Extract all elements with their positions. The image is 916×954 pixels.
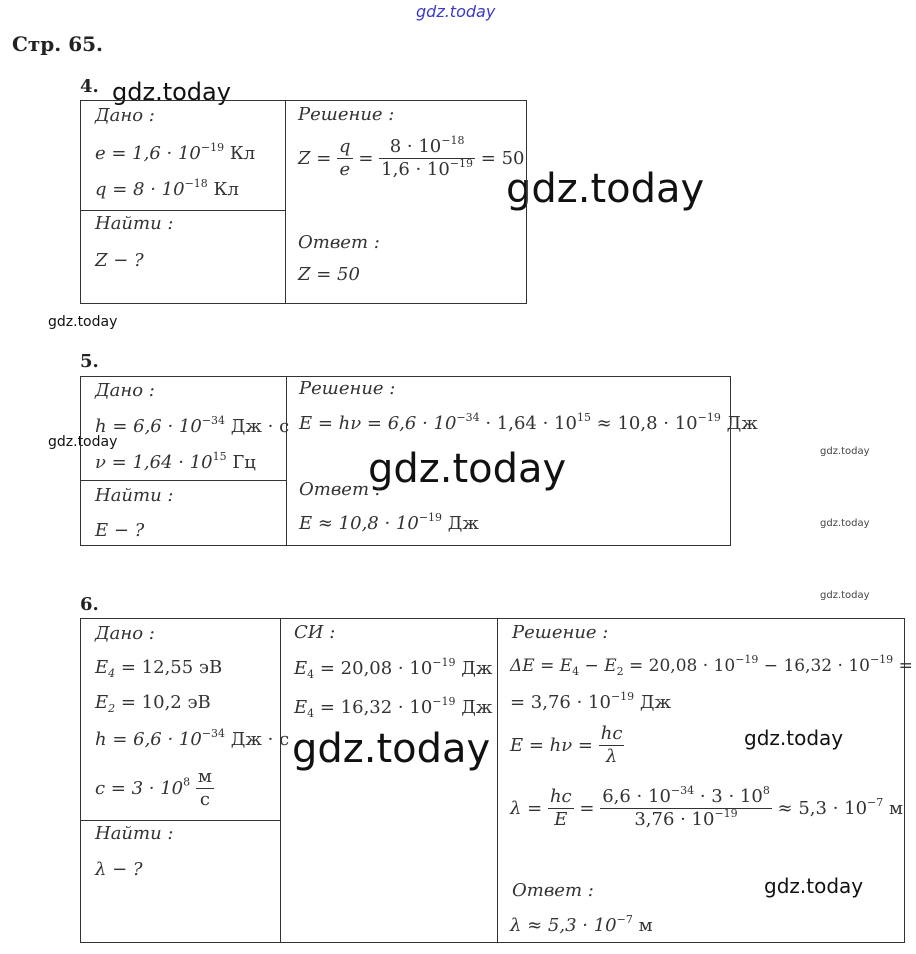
watermark: gdz.today [744, 726, 844, 750]
watermark: gdz.today [48, 314, 118, 330]
solution-line: = $3,76 \cdot 10^{-19}$ Дж [510, 690, 672, 713]
task-number: 6. [80, 594, 99, 615]
find-heading: Найти : [95, 823, 174, 844]
watermark: gdz.today [368, 446, 567, 492]
page-title: Стр. 65. [12, 32, 104, 56]
watermark: gdz.today [820, 590, 870, 601]
watermark: gdz.today [764, 874, 864, 898]
given-line: $E_4 = 12,55$ эВ [95, 657, 223, 680]
solution-line: E = hν = $\frac{hc}{\lambda}$ [510, 723, 623, 767]
given-line: $E_2 = 10,2$ эВ [95, 692, 211, 715]
answer-value: $\lambda \approx 5,3 \cdot 10^{-7}$ м [510, 913, 653, 936]
watermark: gdz.today [292, 726, 491, 772]
given-heading: Дано : [95, 380, 155, 401]
solution-formula: $E = h\nu = 6,6 \cdot 10^{-34} \cdot 1,64 \cdot 10^{15} \approx 10,8 \cdot 10^{-19}$ Дж [299, 411, 758, 434]
watermark: gdz.today [48, 434, 118, 450]
answer-heading: Ответ : [299, 479, 381, 500]
answer-value: $E \approx 10,8 \cdot 10^{-19}$ Дж [299, 511, 479, 534]
solution-line: $\Delta E = E_4 - E_2 = 20,08 \cdot 10^{-19} - 16,32 \cdot 10^{-19}$ = [510, 653, 913, 678]
watermark: gdz.today [416, 2, 496, 21]
given-line: $c = 3 \cdot 10^8$ $\frac{м}{с}$ [95, 766, 212, 810]
find-heading: Найти : [95, 485, 174, 506]
si-heading: СИ : [294, 622, 336, 643]
find-value: Z − ? [95, 250, 144, 271]
answer-heading: Ответ : [298, 232, 380, 253]
task-number: 5. [80, 351, 99, 372]
solution-line: λ = $\frac{hc}{E}$ = $\frac{6,6 \cdot 10^{-34} \cdot 3 \cdot 10^8}{3,76 \cdot 10^{-19}}$ ≈ $5,3 \cdot 10^{-7}$ м [510, 784, 903, 830]
watermark: gdz.today [820, 446, 870, 457]
watermark: gdz.today [112, 78, 231, 106]
solution-heading: Решение : [298, 104, 395, 125]
answer-heading: Ответ : [512, 880, 594, 901]
solution-heading: Решение : [299, 378, 396, 399]
find-value: E − ? [95, 520, 145, 541]
given-line: $q = 8 \cdot 10^{-18}$ Кл [95, 177, 239, 200]
given-line: $\nu = 1,64 \cdot 10^{15}$ Гц [95, 450, 256, 473]
solution-heading: Решение : [512, 622, 609, 643]
find-value: λ − ? [95, 859, 143, 880]
task-number: 4. [80, 76, 99, 97]
answer-value: Z = 50 [298, 264, 360, 285]
si-line: $E_4 = 20,08 \cdot 10^{-19}$ Дж [294, 656, 493, 681]
given-line: $e = 1,6 \cdot 10^{-19}$ Кл [95, 141, 256, 164]
solution-formula: Z = $\frac{q}{e}$ = $\frac{8 \cdot 10^{-18}}{1,6 \cdot 10^{-19}}$ = 50 [298, 134, 525, 180]
si-line: $E_4 = 16,32 \cdot 10^{-19}$ Дж [294, 695, 493, 720]
find-heading: Найти : [95, 213, 174, 234]
given-heading: Дано : [95, 105, 155, 126]
given-line: $h = 6,6 \cdot 10^{-34}$ Дж · с [95, 727, 290, 750]
watermark: gdz.today [506, 166, 705, 212]
given-line: $h = 6,6 \cdot 10^{-34}$ Дж · с [95, 414, 290, 437]
watermark: gdz.today [820, 518, 870, 529]
given-heading: Дано : [95, 623, 155, 644]
